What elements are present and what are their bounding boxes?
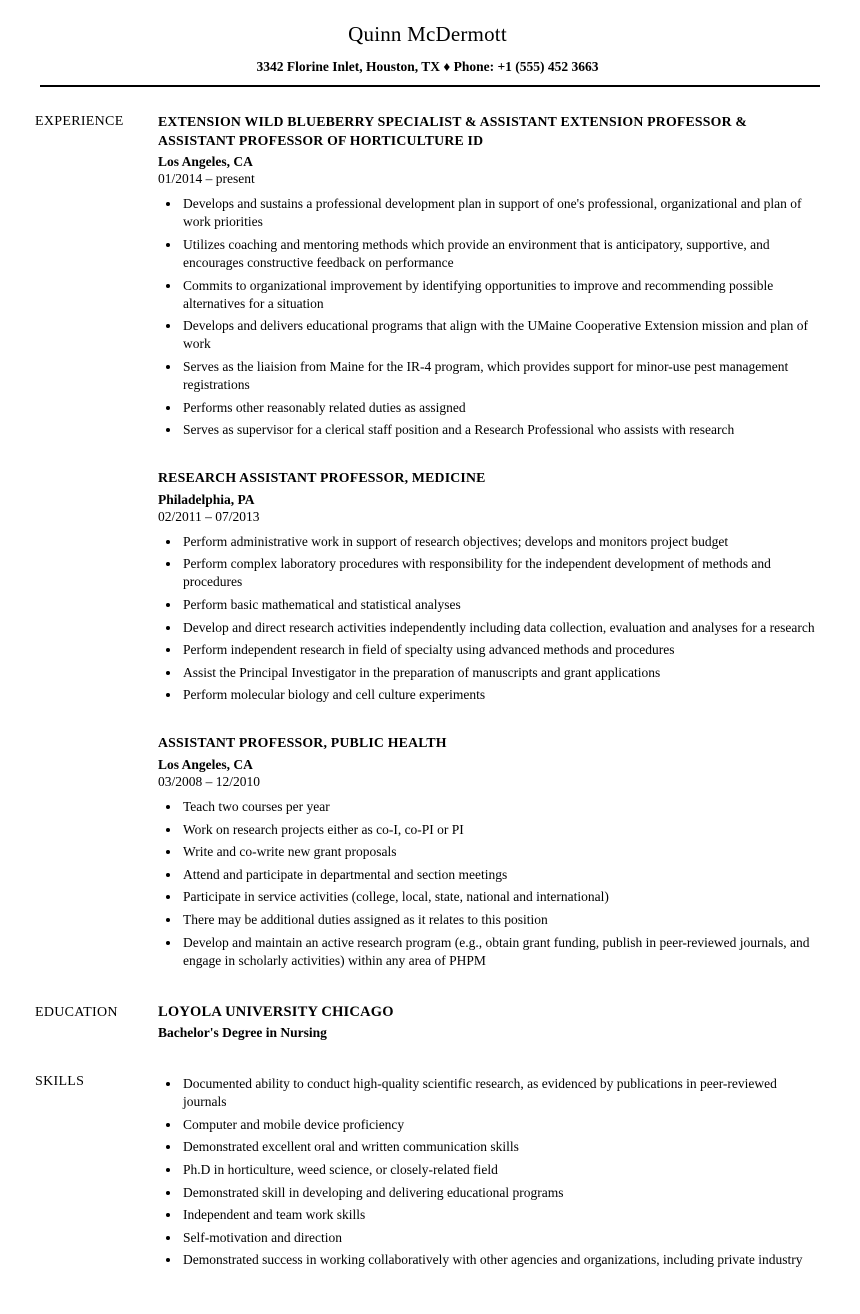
bullet-item: • Teach two courses per year [181,798,820,816]
bullet-item: • Develop and maintain an active research program (e.g., obtain grant funding, publish in peer-reviewed journals, and engage in scholarly activities) within any area of PHPM [181,934,820,970]
job-location: Los Angeles, CA [158,154,253,170]
job-entry [158,113,820,439]
job-title: ASSISTANT PROFESSOR, PUBLIC HEALTH [158,735,447,751]
skill-item: • Self-motivation and direction [181,1229,820,1247]
job-bullets [158,798,820,970]
skill-item: • Documented ability to conduct high-quality scientific research, as evidenced by publications in peer-reviewed journals [181,1075,820,1111]
bullet-item: • Develops and sustains a professional development plan in support of one's professional, organizational and plan of work priorities [181,195,820,231]
skill-item: • Demonstrated skill in developing and delivering educational programs [181,1184,820,1202]
job-entry [158,734,820,969]
job-title: RESEARCH ASSISTANT PROFESSOR, MEDICINE [158,470,486,486]
job-bullets [158,195,820,439]
section-education [35,1004,820,1041]
job-dates: 03/2008 – 12/2010 [158,774,261,790]
bullet-item: • Develops and delivers educational programs that align with the UMaine Cooperative Extension mission and plan of work [181,317,820,353]
candidate-name: Quinn McDermott [348,22,507,46]
bullet-item: • Perform complex laboratory procedures with responsibility for the independent development of methods and procedures [181,555,820,591]
skills-section-label: SKILLS [35,1074,85,1090]
bullet-item: • Assist the Principal Investigator in the preparation of manuscripts and grant applications [181,664,820,682]
bullet-item: • Develop and direct research activities independently including data collection, evaluation and analyses for a research [181,619,820,637]
section-skills [35,1073,820,1274]
resume-header [35,22,820,75]
skill-item: • Independent and team work skills [181,1206,820,1224]
job-location: Philadelphia, PA [158,491,255,507]
bullet-item: • Utilizes coaching and mentoring methods which provide an environment that is anticipatory, supportive, and encourages constructive feedback on performance [181,236,820,272]
skill-item: • Computer and mobile device proficiency [181,1116,820,1134]
school-name: LOYOLA UNIVERSITY CHICAGO [158,1004,394,1021]
bullet-item: • Work on research projects either as co-I, co-PI or PI [181,821,820,839]
skill-item: • Demonstrated success in working collaboratively with other agencies and organizations, including private industry [181,1251,820,1269]
bullet-item: • Perform basic mathematical and statistical analyses [181,596,820,614]
bullet-item: • Write and co-write new grant proposals [181,843,820,861]
bullet-item: • There may be additional duties assigned as it relates to this position [181,911,820,929]
degree: Bachelor's Degree in Nursing [158,1025,327,1041]
job-bullets [158,533,820,705]
bullet-item: • Participate in service activities (college, local, state, national and international) [181,888,820,906]
education-content [158,1004,820,1041]
bullet-item: • Perform administrative work in support of research objectives; develops and monitors project budget [181,533,820,551]
job-title: EXTENSION WILD BLUEBERRY SPECIALIST & ASSISTANT EXTENSION PROFESSOR & ASSISTANT PROFESSOR OF HORTICULTURE ID [158,114,748,148]
skills-content [158,1073,820,1274]
skills-list [158,1075,820,1269]
education-section-label: EDUCATION [35,1005,118,1021]
section-experience [35,113,820,974]
bullet-item: • Perform molecular biology and cell culture experiments [181,686,820,704]
bullet-item: • Perform independent research in field of specialty using advanced methods and procedures [181,641,820,659]
job-location: Los Angeles, CA [158,757,253,773]
experience-section-label: EXPERIENCE [35,114,124,129]
contact-line: 3342 Florine Inlet, Houston, TX ♦ Phone: +1 (555) 452 3663 [256,59,599,74]
experience-content [158,113,820,974]
skill-item: • Ph.D in horticulture, weed science, or closely-related field [181,1161,820,1179]
bullet-item: • Performs other reasonably related duties as assigned [181,399,820,417]
header-divider [40,85,820,87]
skill-item: • Demonstrated excellent oral and written communication skills [181,1138,820,1156]
bullet-item: • Serves as supervisor for a clerical staff position and a Research Professional who assists with research [181,421,820,439]
job-dates: 02/2011 – 07/2013 [158,508,260,524]
job-dates: 01/2014 – present [158,171,255,187]
bullet-item: • Attend and participate in departmental and section meetings [181,866,820,884]
bullet-item: • Commits to organizational improvement by identifying opportunities to improve and recommending possible alternatives for a situation [181,277,820,313]
bullet-item: • Serves as the liaision from Maine for the IR-4 program, which provides support for minor-use pest management registrations [181,358,820,394]
job-entry [158,469,820,704]
